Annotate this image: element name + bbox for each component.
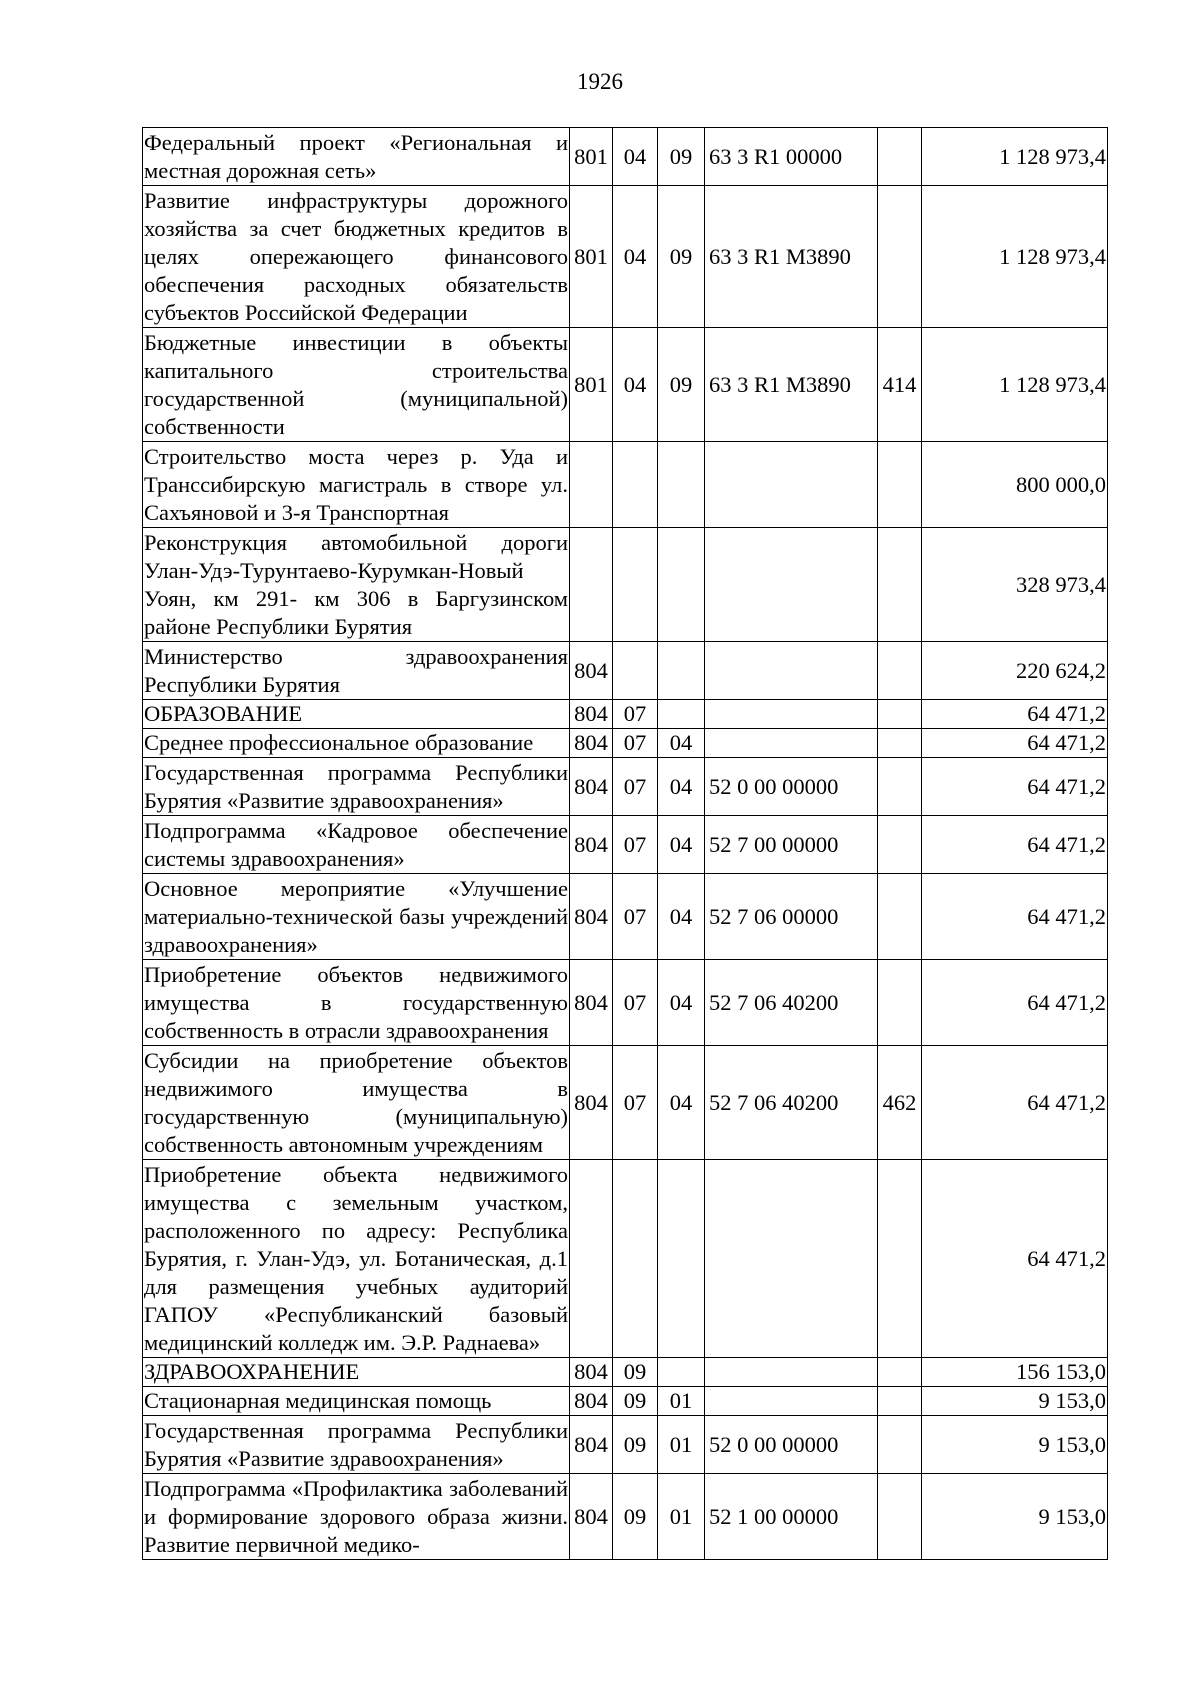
table-row — [143, 328, 1108, 442]
row-section-code: 07 — [613, 816, 658, 874]
row-target-article: 52 1 00 00000 — [705, 1474, 878, 1560]
row-ministry-code — [570, 1160, 613, 1358]
table-row — [143, 758, 1108, 816]
table-row — [143, 642, 1108, 700]
row-name: Основное мероприятие «Улучшение материально-технической базы учреждений здравоохранения» — [143, 874, 570, 960]
row-name: Строительство моста через р. Уда и Транссибирскую магистраль в створе ул. Сахъяновой и 3-я Транспортная — [143, 442, 570, 528]
row-expense-type — [878, 1474, 922, 1560]
row-name: Государственная программа Республики Бурятия «Развитие здравоохранения» — [143, 758, 570, 816]
table-row — [143, 1046, 1108, 1160]
row-subsection-code: 04 — [658, 960, 705, 1046]
row-target-article: 52 0 00 00000 — [705, 758, 878, 816]
row-section-code: 09 — [613, 1416, 658, 1474]
row-amount: 9 153,0 — [922, 1474, 1108, 1560]
row-target-article: 63 3 R1 M3890 — [705, 186, 878, 328]
row-subsection-code: 04 — [658, 758, 705, 816]
table-row — [143, 186, 1108, 328]
table-row — [143, 874, 1108, 960]
table-row — [143, 128, 1108, 186]
row-section-code: 07 — [613, 960, 658, 1046]
row-subsection-code: 01 — [658, 1416, 705, 1474]
row-expense-type — [878, 700, 922, 729]
table-row — [143, 729, 1108, 758]
row-ministry-code: 801 — [570, 328, 613, 442]
row-amount: 1 128 973,4 — [922, 186, 1108, 328]
row-name: Субсидии на приобретение объектов недвижимого имущества в государственную (муниципальную) собственность автономным учреждениям — [143, 1046, 570, 1160]
row-target-article — [705, 1387, 878, 1416]
row-ministry-code: 801 — [570, 128, 613, 186]
row-target-article: 52 7 06 00000 — [705, 874, 878, 960]
row-subsection-code: 09 — [658, 186, 705, 328]
row-name: Приобретение объектов недвижимого имущества в государственную собственность в отрасли здравоохранения — [143, 960, 570, 1046]
row-section-code: 09 — [613, 1387, 658, 1416]
row-subsection-code: 09 — [658, 328, 705, 442]
row-amount: 800 000,0 — [922, 442, 1108, 528]
row-subsection-code: 04 — [658, 816, 705, 874]
row-target-article — [705, 1358, 878, 1387]
row-name: Подпрограмма «Профилактика заболеваний и формирование здорового образа жизни. Развитие первичной медико- — [143, 1474, 570, 1560]
row-amount: 156 153,0 — [922, 1358, 1108, 1387]
row-target-article: 52 7 00 00000 — [705, 816, 878, 874]
row-target-article: 63 3 R1 M3890 — [705, 328, 878, 442]
row-name: Государственная программа Республики Бурятия «Развитие здравоохранения» — [143, 1416, 570, 1474]
page-number: 1926 — [577, 69, 623, 94]
row-amount: 64 471,2 — [922, 874, 1108, 960]
row-name: ЗДРАВООХРАНЕНИЕ — [143, 1358, 570, 1387]
row-expense-type — [878, 758, 922, 816]
row-amount: 64 471,2 — [922, 816, 1108, 874]
row-expense-type — [878, 1160, 922, 1358]
table-row — [143, 960, 1108, 1046]
row-ministry-code: 804 — [570, 1474, 613, 1560]
row-subsection-code — [658, 642, 705, 700]
row-section-code — [613, 1160, 658, 1358]
row-amount: 9 153,0 — [922, 1416, 1108, 1474]
row-subsection-code: 09 — [658, 128, 705, 186]
row-subsection-code — [658, 442, 705, 528]
row-section-code: 04 — [613, 328, 658, 442]
row-ministry-code — [570, 528, 613, 642]
row-name: Федеральный проект «Региональная и местная дорожная сеть» — [143, 128, 570, 186]
row-expense-type — [878, 960, 922, 1046]
row-name: Бюджетные инвестиции в объекты капитального строительства государственной (муниципальной) собственности — [143, 328, 570, 442]
row-amount: 328 973,4 — [922, 528, 1108, 642]
row-name: Приобретение объекта недвижимого имущества с земельным участком, расположенного по адресу: Республика Бурятия, г. Улан-Удэ, ул. Ботаническая, д.1 для размещения учебных аудиторий ГАПОУ «Республиканский базовый медицинский колледж им. Э.Р. Раднаева» — [143, 1160, 570, 1358]
row-section-code — [613, 442, 658, 528]
row-ministry-code: 804 — [570, 1416, 613, 1474]
table-row — [143, 1160, 1108, 1358]
row-section-code: 07 — [613, 874, 658, 960]
row-ministry-code — [570, 442, 613, 528]
row-ministry-code: 804 — [570, 960, 613, 1046]
row-section-code: 07 — [613, 758, 658, 816]
row-expense-type — [878, 442, 922, 528]
table-row — [143, 700, 1108, 729]
row-amount: 1 128 973,4 — [922, 328, 1108, 442]
row-ministry-code: 804 — [570, 816, 613, 874]
row-ministry-code: 804 — [570, 1387, 613, 1416]
budget-table — [142, 127, 1108, 1560]
row-name: Среднее профессиональное образование — [143, 729, 570, 758]
row-expense-type — [878, 816, 922, 874]
row-expense-type — [878, 528, 922, 642]
row-subsection-code: 01 — [658, 1474, 705, 1560]
row-name: Реконструкция автомобильной дороги Улан-Удэ-Турунтаево-Курумкан-Новый Уоян, км 291- км 306 в Баргузинском районе Республики Бурятия — [143, 528, 570, 642]
row-ministry-code: 804 — [570, 758, 613, 816]
table-row — [143, 816, 1108, 874]
row-subsection-code — [658, 1358, 705, 1387]
row-target-article — [705, 700, 878, 729]
row-section-code: 07 — [613, 1046, 658, 1160]
row-amount: 220 624,2 — [922, 642, 1108, 700]
table-row — [143, 1387, 1108, 1416]
row-subsection-code — [658, 528, 705, 642]
row-subsection-code: 04 — [658, 1046, 705, 1160]
row-ministry-code: 804 — [570, 729, 613, 758]
row-ministry-code: 804 — [570, 874, 613, 960]
table-row — [143, 1358, 1108, 1387]
row-section-code: 09 — [613, 1358, 658, 1387]
row-subsection-code: 04 — [658, 874, 705, 960]
row-expense-type — [878, 874, 922, 960]
table-row — [143, 528, 1108, 642]
row-expense-type — [878, 1358, 922, 1387]
row-amount: 64 471,2 — [922, 1160, 1108, 1358]
row-amount: 64 471,2 — [922, 729, 1108, 758]
row-ministry-code: 804 — [570, 1358, 613, 1387]
row-name: Стационарная медицинская помощь — [143, 1387, 570, 1416]
row-amount: 64 471,2 — [922, 700, 1108, 729]
row-subsection-code: 04 — [658, 729, 705, 758]
row-target-article: 52 7 06 40200 — [705, 1046, 878, 1160]
row-amount: 64 471,2 — [922, 1046, 1108, 1160]
row-ministry-code: 804 — [570, 700, 613, 729]
row-target-article: 63 3 R1 00000 — [705, 128, 878, 186]
row-target-article — [705, 1160, 878, 1358]
row-expense-type — [878, 128, 922, 186]
row-amount: 64 471,2 — [922, 758, 1108, 816]
row-target-article — [705, 642, 878, 700]
row-amount: 64 471,2 — [922, 960, 1108, 1046]
row-expense-type: 414 — [878, 328, 922, 442]
row-section-code: 09 — [613, 1474, 658, 1560]
row-target-article — [705, 528, 878, 642]
row-ministry-code: 804 — [570, 642, 613, 700]
row-expense-type: 462 — [878, 1046, 922, 1160]
row-name: ОБРАЗОВАНИЕ — [143, 700, 570, 729]
row-target-article — [705, 729, 878, 758]
row-expense-type — [878, 186, 922, 328]
row-expense-type — [878, 729, 922, 758]
table-row — [143, 442, 1108, 528]
row-ministry-code: 801 — [570, 186, 613, 328]
row-ministry-code: 804 — [570, 1046, 613, 1160]
row-expense-type — [878, 1387, 922, 1416]
row-target-article: 52 0 00 00000 — [705, 1416, 878, 1474]
row-section-code — [613, 528, 658, 642]
row-amount: 9 153,0 — [922, 1387, 1108, 1416]
row-target-article — [705, 442, 878, 528]
row-name: Развитие инфраструктуры дорожного хозяйства за счет бюджетных кредитов в целях опережающего финансового обеспечения расходных обязательств субъектов Российской Федерации — [143, 186, 570, 328]
row-section-code: 04 — [613, 186, 658, 328]
row-expense-type — [878, 642, 922, 700]
row-amount: 1 128 973,4 — [922, 128, 1108, 186]
row-expense-type — [878, 1416, 922, 1474]
row-section-code — [613, 642, 658, 700]
row-target-article: 52 7 06 40200 — [705, 960, 878, 1046]
row-subsection-code — [658, 700, 705, 729]
row-subsection-code: 01 — [658, 1387, 705, 1416]
table-row — [143, 1416, 1108, 1474]
table-row — [143, 1474, 1108, 1560]
row-section-code: 04 — [613, 128, 658, 186]
row-name: Подпрограмма «Кадровое обеспечение системы здравоохранения» — [143, 816, 570, 874]
row-section-code: 07 — [613, 729, 658, 758]
row-subsection-code — [658, 1160, 705, 1358]
row-section-code: 07 — [613, 700, 658, 729]
row-name: Министерство здравоохранения Республики Бурятия — [143, 642, 570, 700]
